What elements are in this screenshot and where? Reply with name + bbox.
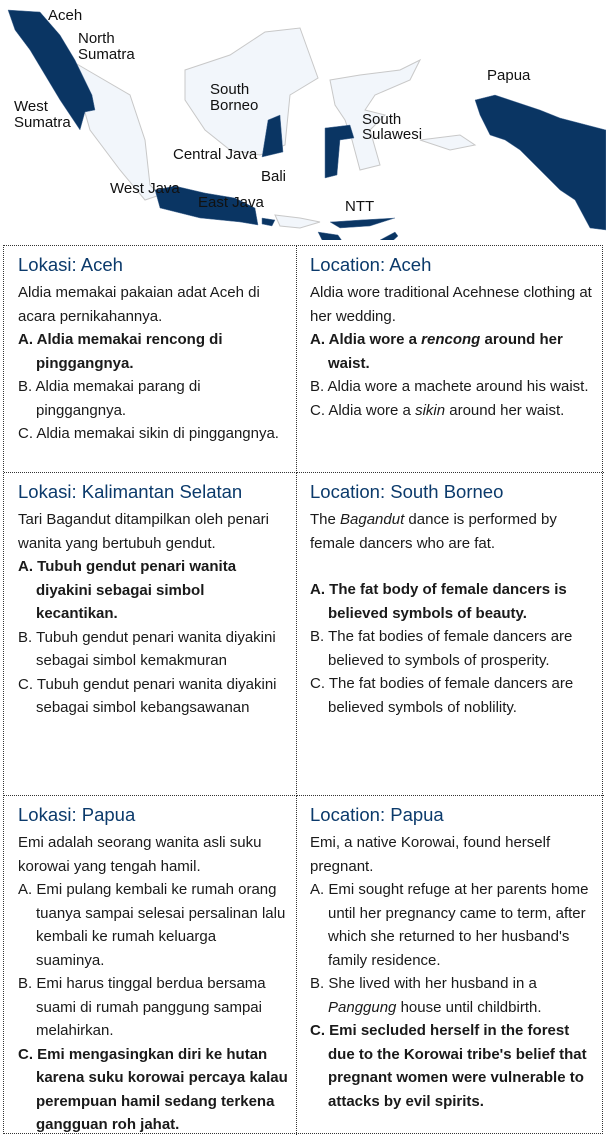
text-segment: dance is performed by female dancers who are fat.: [310, 511, 557, 552]
map-label-west-java: West Java: [110, 180, 180, 197]
text-segment: house until childbirth.: [396, 998, 542, 1016]
region-bali: [262, 218, 275, 226]
answer-option: [310, 399, 596, 423]
cell-heading: Location: Aceh: [310, 254, 432, 275]
map-label-central-java: Central Java: [173, 146, 258, 163]
answer-option-correct: [310, 1019, 596, 1113]
map-label-south-borneo: South: [210, 81, 250, 98]
answer-option-correct: [310, 328, 596, 375]
answer-option: [310, 625, 596, 672]
answer-option: [310, 672, 596, 719]
answer-option: [310, 375, 596, 399]
text-segment: C. Aldia wore a: [310, 401, 416, 419]
answer-option: [18, 972, 288, 1043]
comparison-table: [3, 245, 603, 1134]
text-segment: B. She lived with her husband in a: [310, 975, 537, 992]
scenario-text: [310, 508, 596, 555]
indonesia-map: [0, 0, 606, 240]
text-segment: around her waist.: [328, 331, 563, 372]
indonesian-cell: [4, 246, 297, 473]
region-nusa: [275, 215, 320, 228]
text-segment: A. Emi pulang kembali ke rumah orang tuanya sampai selesai persalinan lalu kembali ke rumah keluarga suaminya.: [18, 881, 286, 969]
cell-heading: Location: Papua: [310, 804, 444, 825]
english-cell: [297, 796, 604, 1135]
map-label-west-sumatra-2: Sumatra: [14, 114, 71, 131]
text-segment: A. Emi sought refuge at her parents home until her pregnancy came to term, after which she returned to her husband's family residence.: [310, 881, 589, 969]
english-cell: [297, 246, 604, 473]
scenario-text: [18, 831, 288, 878]
italic-term: Panggung: [328, 998, 397, 1016]
text-segment: A. Aldia memakai rencong di pinggangnya.: [18, 331, 223, 372]
text-segment: Aldia wore traditional Acehnese clothing at her wedding.: [310, 284, 592, 325]
answer-option: [18, 673, 288, 720]
indonesian-cell: [4, 473, 297, 796]
answer-option: [18, 375, 288, 422]
text-segment: Aldia memakai pakaian adat Aceh di acara pernikahannya.: [18, 284, 260, 325]
region-papua: [475, 95, 606, 230]
text-segment: B. Aldia memakai parang di pinggangnya.: [18, 378, 201, 419]
map-label-north-sumatra-2: Sumatra: [78, 46, 135, 63]
region-ntt-3: [380, 232, 398, 240]
scenario-text: [310, 831, 596, 878]
map-label-aceh: Aceh: [48, 7, 83, 24]
answer-option: [18, 422, 288, 446]
text-segment: Tari Bagandut ditampilkan oleh penari wanita yang bertubuh gendut.: [18, 511, 269, 552]
map-label-south-sulawesi-2: Sulawesi: [362, 126, 423, 143]
answer-option: [18, 626, 288, 673]
text-segment: A. Tubuh gendut penari wanita diyakini sebagai simbol kecantikan.: [18, 558, 237, 622]
text-segment: The: [310, 511, 341, 528]
cell-heading: Lokasi: Kalimantan Selatan: [18, 481, 243, 502]
indonesian-cell: [4, 796, 297, 1135]
english-cell: [297, 473, 604, 796]
answer-option: [18, 878, 288, 972]
scenario-text: [18, 508, 288, 555]
map-label-east-java: East Java: [198, 194, 264, 211]
text-segment: A. The fat body of female dancers is believed symbols of beauty.: [310, 581, 567, 622]
text-segment: B. Aldia wore a machete around his waist.: [310, 378, 589, 395]
text-segment: C. The fat bodies of female dancers are believed symbols of noblility.: [310, 675, 574, 716]
map-label-ntt: NTT: [345, 198, 375, 215]
map-label-west-sumatra: West: [14, 98, 48, 115]
map-label-south-sulawesi: South: [362, 111, 402, 128]
cell-heading: Lokasi: Aceh: [18, 254, 123, 275]
region-south-sulawesi: [325, 125, 354, 178]
text-segment: Emi, a native Korowai, found herself pregnant.: [310, 834, 551, 875]
italic-term: rencong: [421, 331, 481, 348]
answer-option-correct: [18, 1043, 288, 1137]
italic-term: sikin: [415, 401, 446, 419]
scenario-text: [310, 281, 596, 328]
text-segment: B. The fat bodies of female dancers are believed to symbols of prosperity.: [310, 628, 573, 669]
answer-option-correct: [310, 578, 596, 625]
map-label-south-borneo-2: Borneo: [210, 97, 259, 114]
map-label-papua: Papua: [487, 67, 531, 84]
text-segment: C. Emi mengasingkan diri ke hutan karena suku korowai percaya kalau perempuan hamil sedang terkena gangguan roh jahat.: [18, 1045, 288, 1133]
region-ntt: [318, 232, 345, 240]
answer-option: [310, 878, 596, 972]
answer-option-correct: [18, 328, 288, 375]
region-maluku: [420, 135, 475, 150]
text-segment: around her waist.: [445, 401, 565, 419]
cell-heading: Lokasi: Papua: [18, 804, 136, 825]
answer-option: [310, 972, 596, 1019]
italic-term: Bagandut: [340, 511, 405, 528]
text-segment: B. Emi harus tinggal berdua bersama suami di rumah panggung sampai melahirkan.: [18, 975, 266, 1039]
map-label-north-sumatra: North: [78, 30, 115, 47]
text-segment: C. Emi secluded herself in the forest due to the Korowai tribe's belief that pregnant women were vulnerable to attacks by evil spirits.: [310, 1022, 587, 1110]
scenario-text: [18, 281, 288, 328]
cell-heading: Location: South Borneo: [310, 481, 504, 502]
map-label-bali: Bali: [261, 168, 287, 185]
text-segment: C. Aldia memakai sikin di pinggangnya.: [18, 425, 279, 442]
text-segment: C. Tubuh gendut penari wanita diyakini sebagai simbol kebangsawanan: [18, 675, 277, 716]
text-segment: B. Tubuh gendut penari wanita diyakini sebagai simbol kemakmuran: [18, 628, 276, 669]
text-segment: Emi adalah seorang wanita asli suku korowai yang tengah hamil.: [18, 834, 262, 875]
region-ntt-2: [330, 218, 395, 228]
answer-option-correct: [18, 555, 288, 626]
region-kalimantan: [185, 28, 318, 155]
text-segment: A. Aldia wore a: [310, 331, 422, 348]
